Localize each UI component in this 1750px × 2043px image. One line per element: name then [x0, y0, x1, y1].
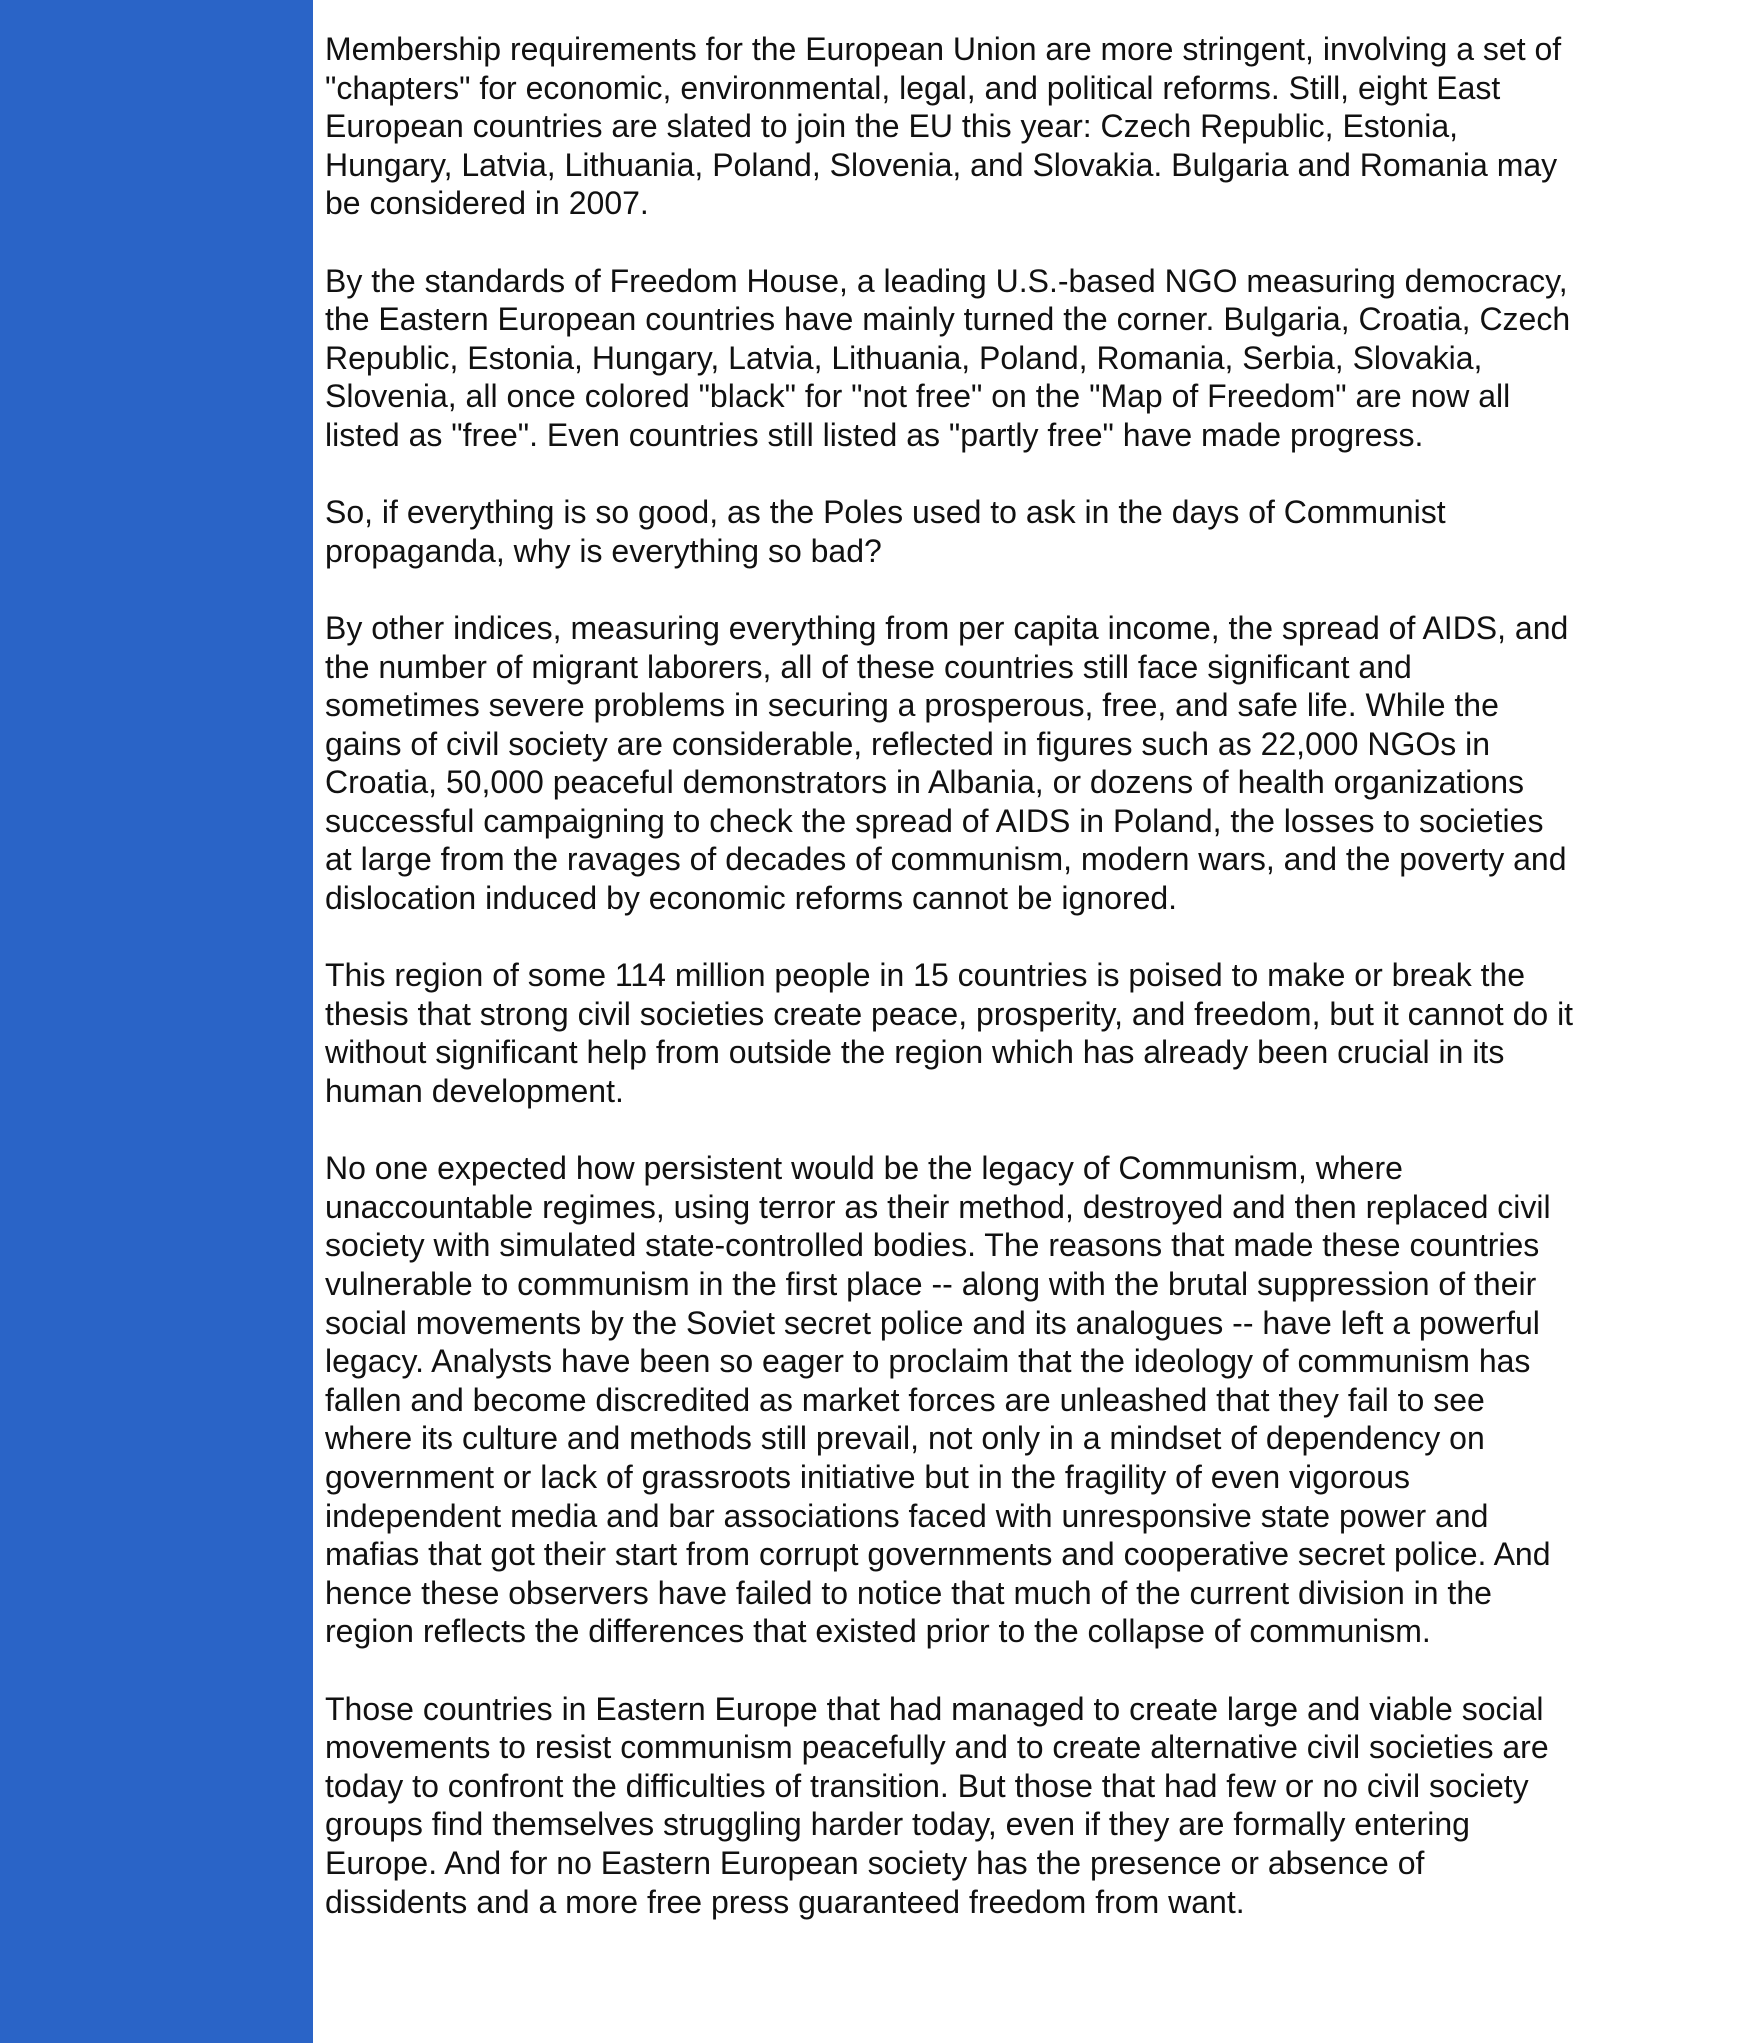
paragraph-other-indices: By other indices, measuring everything from per capita income, the spread of AIDS, and the number of migrant laborers, all of these countries still face significant and sometimes severe problems in securing a prosperous, free, and safe life. While the gains of civil society are considerable, reflected in figures such as 22,000 NGOs in Croatia, 50,000 peaceful demonstrators in Albania, or dozens of health organizations successful campaigning to check the spread of AIDS in Poland, the losses to societies at large from the ravages of decades of communism, modern wars, and the poverty and dislocation induced by economic reforms cannot be ignored.: [325, 609, 1569, 917]
article-body: [325, 30, 1575, 1960]
paragraph-social-movements: Those countries in Eastern Europe that had managed to create large and viable social movements to resist communism peacefully and to create alternative civil societies are today to confront the difficulties of transition. But those that had few or no civil society groups find themselves struggling harder today, even if they are formally entering Europe. And for no Eastern European society has the presence or absence of dissidents and a more free press guaranteed freedom from want.: [325, 1690, 1549, 1920]
paragraph-legacy-of-communism: No one expected how persistent would be the legacy of Communism, where unaccountable regimes, using terror as their method, destroyed and then replaced civil society with simulated state-controlled bodies. The reasons that made these countries vulnerable to communism in the first place -- along with the brutal suppression of their social movements by the Soviet secret police and its analogues -- have left a powerful legacy. Analysts have been so eager to proclaim that the ideology of communism has fallen and become discredited as market forces are unleashed that they fail to see where its culture and methods still prevail, not only in a mindset of dependency on government or lack of grassroots initiative but in the fragility of even vigorous independent media and bar associations faced with unresponsive state power and mafias that got their start from corrupt governments and cooperative secret police. And hence these observers have failed to notice that much of the current division in the region reflects the differences that existed prior to the collapse of communism.: [325, 1150, 1551, 1650]
paragraph-freedom-house: By the standards of Freedom House, a leading U.S.-based NGO measuring democracy, the Eastern European countries have mainly turned the corner. Bulgaria, Croatia, Czech Republic, Estonia, Hungary, Latvia, Lithuania, Poland, Romania, Serbia, Slovakia, Slovenia, all once colored "black" for "not free" on the "Map of Freedom" are now all listed as "free". Even countries still listed as "partly free" have made progress.: [325, 262, 1571, 453]
left-color-band: [0, 0, 313, 2043]
paragraph-region-thesis: This region of some 114 million people in 15 countries is poised to make or break the thesis that strong civil societies create peace, prosperity, and freedom, but it cannot do it without significant help from outside the region which has already been crucial in its human development.: [325, 957, 1574, 1110]
paragraph-eu-membership: Membership requirements for the European Union are more stringent, involving a set of "chapters" for economic, environmental, legal, and political reforms. Still, eight East European countries are slated to join the EU this year: Czech Republic, Estonia, Hungary, Latvia, Lithuania, Poland, Slovenia, and Slovakia. Bulgaria and Romania may be considered in 2007.: [325, 31, 1562, 222]
paragraph-poles-question: So, if everything is so good, as the Poles used to ask in the days of Communist propaganda, why is everything so bad?: [325, 494, 1446, 569]
